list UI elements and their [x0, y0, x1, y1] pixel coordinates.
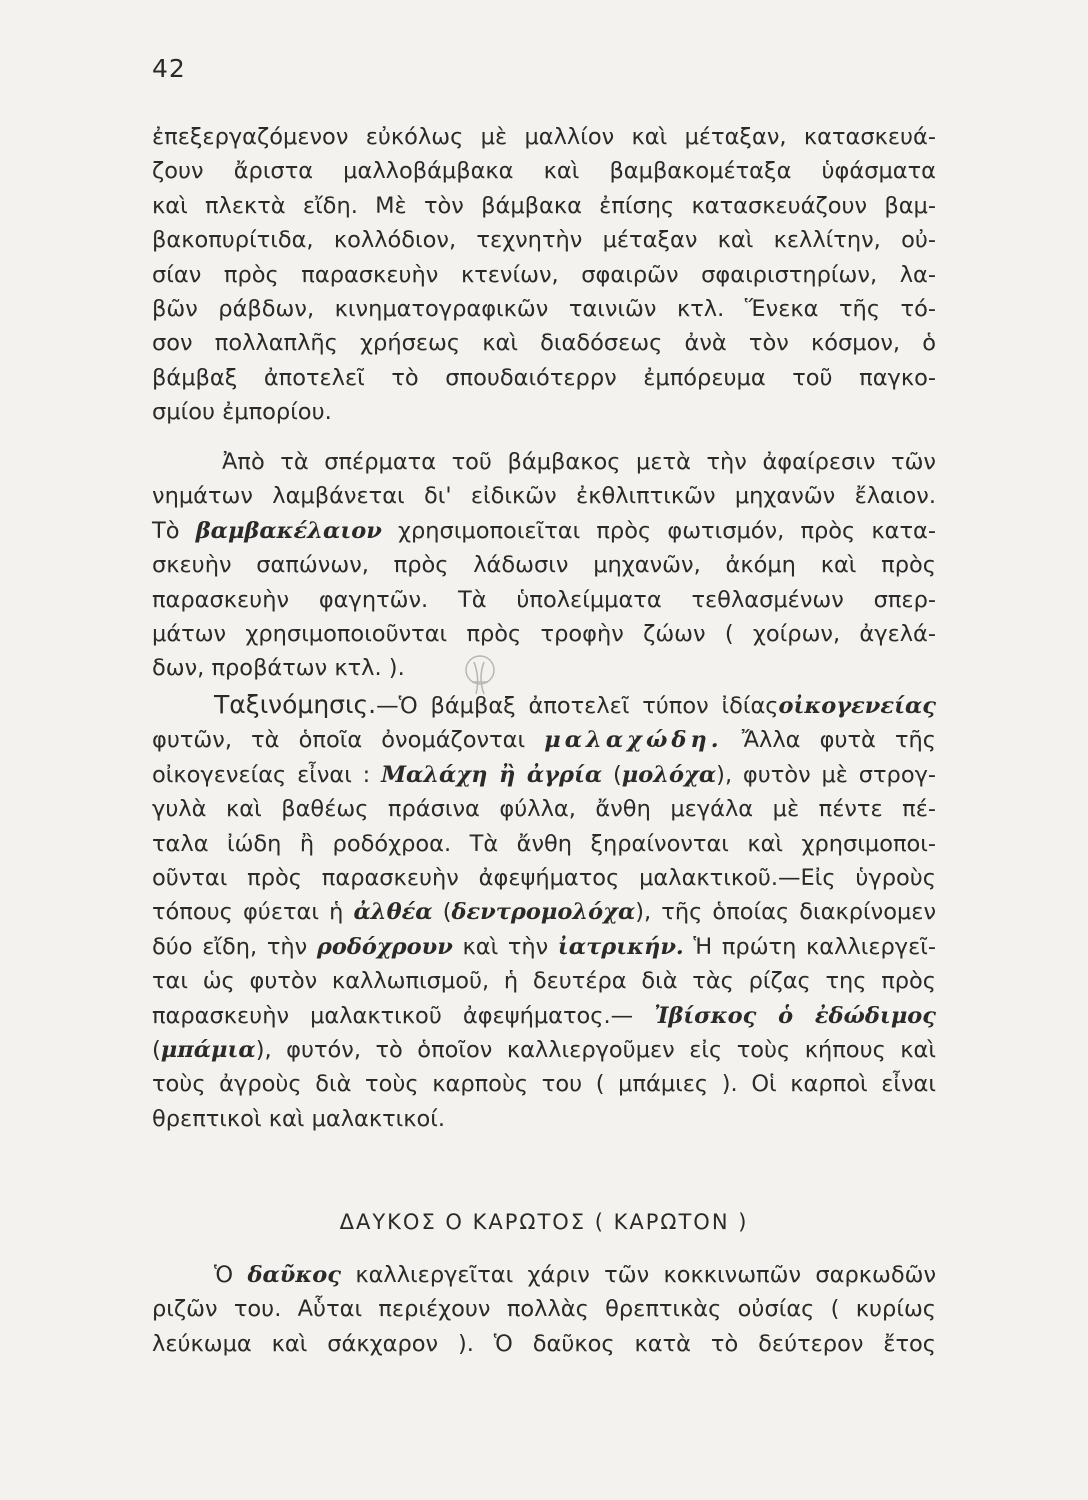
emphasis-term: μπάμια — [160, 1037, 256, 1064]
text-line: γυλὰ καὶ βαθέως πράσινα φύλλα, ἄνθη μεγάλα μὲ πέντε πέ- — [152, 796, 936, 823]
text-line: θρεπτικοὶ καὶ μαλακτικοί. — [152, 1105, 446, 1132]
text-run: καὶ τὴν — [462, 933, 549, 960]
text-line: ριζῶν του. Αὗται περιέχουν πολλὰς θρεπτικὰς οὐσίας ( κυρίως — [152, 1296, 936, 1323]
emphasis-term: οἰκογενείας — [778, 693, 936, 719]
text-run: φυτῶν, τὰ ὁποῖα ὀνομάζονται — [152, 727, 526, 754]
text-line: σον πολλαπλῆς χρήσεως καὶ διαδόσεως ἀνὰ τὸν κόσμον, ὁ — [152, 330, 936, 357]
text-line — [152, 723, 936, 757]
text-run: παρασκευὴν μαλακτικοῦ ἀφεψήματος.— — [152, 1002, 634, 1029]
emphasis-term: δαῦκος — [247, 1262, 341, 1288]
paragraph-2 — [152, 445, 936, 686]
paragraph-1 — [152, 120, 936, 430]
text-run: οἰκογενείας εἶναι : — [152, 761, 371, 788]
emphasis-term: Μαλάχη ἢ ἀγρία — [381, 761, 603, 788]
text-line: δων, προβάτων κτλ. ). — [152, 655, 405, 682]
text-line: λεύκωμα καὶ σάκχαρον ). Ὁ δαῦκος κατὰ τὸ δεύτερον ἔτος — [152, 1330, 936, 1357]
text-run: ), φυτόν, τὸ ὁποῖον καλλιεργοῦμεν εἰς τοὺς κήπους καὶ — [255, 1037, 936, 1064]
text-line: ταλα ἰώδη ἢ ροδόχροα. Τὰ ἄνθη ξηραίνονται καὶ χρησιμοποι- — [152, 830, 936, 857]
text-run: ( — [613, 761, 622, 788]
text-run: Ἡ πρώτη καλλιεργεῖ- — [693, 933, 936, 960]
text-run: χρησιμοποιεῖται πρὸς φωτισμόν, πρὸς κατα- — [398, 517, 937, 544]
emphasis-term: ροδόχρουν — [316, 933, 453, 960]
text-run: Ἄλλα φυτὰ τῆς — [741, 727, 937, 754]
text-run: —Ὁ βάμβαξ ἀποτελεῖ τύπον ἰδίας — [376, 693, 779, 719]
text-run: ( — [442, 899, 452, 926]
text-run: τόπους φύεται ἡ — [152, 899, 344, 926]
text-line: τοὺς ἀγροὺς διὰ τοὺς καρποὺς του ( μπάμιες ). Οἱ καρποὶ εἶναι — [152, 1071, 936, 1098]
text-run: καλλιεργεῖται χάριν τῶν κοκκινωπῶν σαρκωδῶν — [355, 1262, 937, 1288]
text-line — [152, 1258, 936, 1292]
emphasis-term: βαμβακέλαιον — [195, 517, 382, 544]
text-line: σίαν πρὸς παρασκευὴν κτενίων, σφαιρῶν σφαιριστηρίων, λα- — [152, 261, 936, 288]
text-line — [152, 895, 936, 929]
text-line: ἐπεξεργαζόμενον εὐκόλως μὲ μαλλίον καὶ μέταξαν, κατασκευά- — [152, 124, 936, 150]
text-line: σμίου ἐμπορίου. — [152, 399, 332, 426]
section-heading: ΔΑΥΚΟΣ Ο ΚΑΡΩΤΟΣ ( ΚΑΡΩΤΟΝ ) — [339, 1210, 749, 1234]
paragraph-4 — [152, 1258, 936, 1361]
emphasis-term: μολόχα — [621, 761, 717, 788]
text-run: ), τῆς ὁποίας διακρίνομεν — [635, 899, 937, 926]
text-line — [152, 514, 936, 548]
emphasis-term: δεντρομολόχα — [451, 899, 636, 926]
text-line: βακοπυρίτιδα, κολλόδιον, τεχνητὴν μέταξαν καὶ κελλίτην, οὐ- — [152, 227, 936, 254]
text-line: νημάτων λαμβάνεται δι' εἰδικῶν ἐκθλιπτικῶν μηχανῶν ἔλαιον. — [152, 483, 936, 510]
text-line: ζουν ἄριστα μαλλοβάμβακα καὶ βαμβακομέταξα ὑφάσματα — [152, 158, 936, 185]
text-line: παρασκευὴν φαγητῶν. Τὰ ὑπολείμματα τεθλασμένων σπερ- — [152, 586, 936, 613]
paragraph-3 — [152, 688, 936, 1136]
text-run: Τὸ — [152, 517, 180, 544]
text-line: σκευὴν σαπώνων, πρὸς λάδωσιν μηχανῶν, ἀκόμη καὶ πρὸς — [152, 552, 936, 579]
text-line: μάτων χρησιμοποιοῦνται πρὸς τροφὴν ζώων ( χοίρων, ἀγελά- — [152, 621, 936, 648]
sub-heading: Ταξινόμησις. — [214, 690, 377, 719]
text-run: Ὁ — [214, 1262, 234, 1288]
emphasis-term: ἰατρικήν. — [557, 933, 684, 960]
text-run: δύο εἴδη, τὴν — [152, 933, 308, 960]
text-line — [152, 930, 936, 964]
text-line — [152, 758, 936, 792]
text-line: καὶ πλεκτὰ εἴδη. Μὲ τὸν βάμβακα ἐπίσης κατασκευάζουν βαμ- — [152, 192, 936, 219]
text-line: ται ὡς φυτὸν καλλωπισμοῦ, ἡ δευτέρα διὰ τὰς ρίζας της πρὸς — [152, 968, 936, 995]
text-run: ( — [152, 1037, 161, 1064]
page-number: 42 — [152, 54, 186, 83]
text-line: οῦνται πρὸς παρασκευὴν ἀφεψήματος μαλακτικοῦ.—Εἰς ὑγροὺς — [152, 865, 936, 892]
text-line — [152, 1033, 936, 1067]
emphasis-term: Ἰβίσκος ὁ ἐδώδιμος — [654, 1002, 936, 1029]
text-line — [152, 688, 936, 723]
text-line — [152, 999, 936, 1033]
text-line: βῶν ράβδων, κινηματογραφικῶν ταινιῶν κτλ. Ἕνεκα τῆς τό- — [152, 296, 936, 323]
emphasis-term: μαλαχώδη. — [544, 727, 723, 754]
text-line: βάμβαξ ἀποτελεῖ τὸ σπουδαιότερρν ἐμπόρευμα τοῦ παγκο- — [152, 364, 936, 391]
text-line: Ἀπὸ τὰ σπέρματα τοῦ βάμβακος μετὰ τὴν ἀφαίρεσιν τῶν — [222, 449, 936, 475]
emphasis-term: ἀλθέα — [353, 899, 433, 926]
text-run: ), φυτὸν μὲ στρογ- — [716, 761, 937, 788]
